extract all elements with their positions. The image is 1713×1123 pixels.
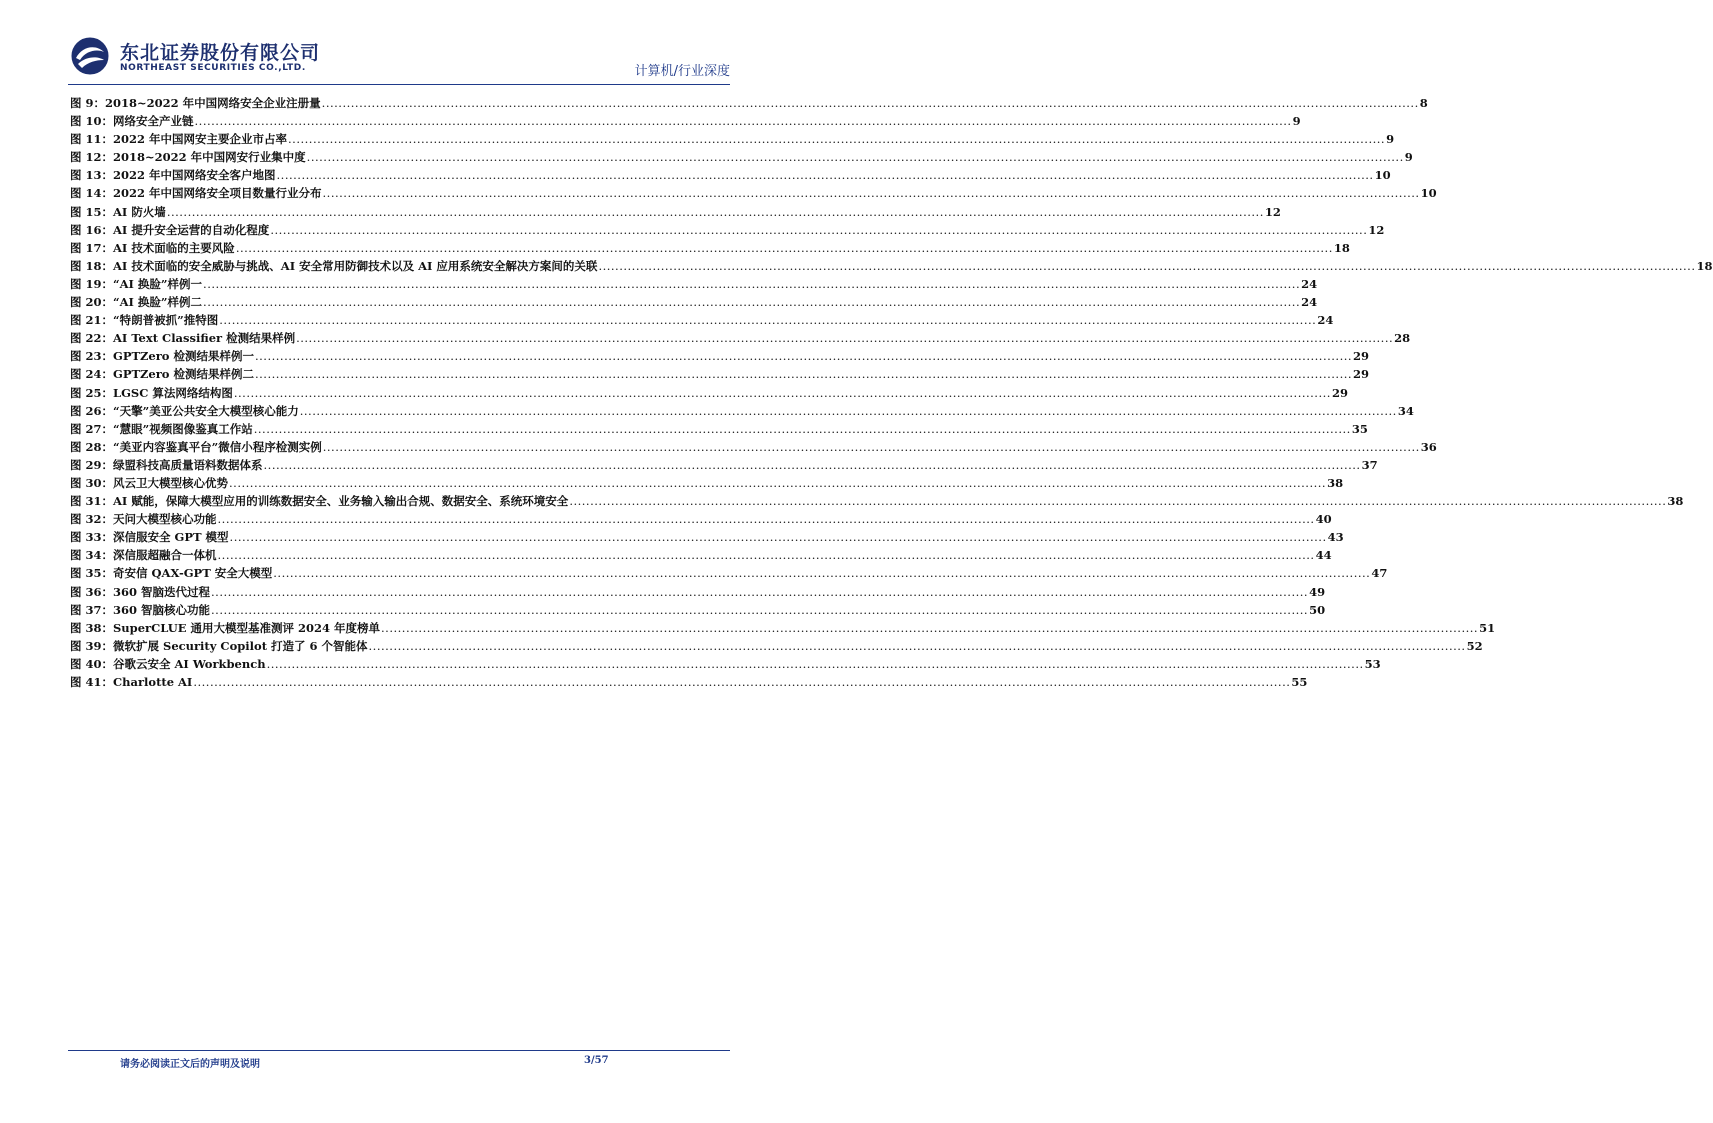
toc-entry[interactable] (70, 130, 1395, 148)
toc-entry-label: 图 32：天问大模型核心功能 (70, 512, 217, 527)
toc-entry[interactable] (70, 293, 1318, 311)
toc-entry[interactable] (70, 655, 1381, 673)
toc-entry-page: 9 (1386, 132, 1395, 147)
toc-entry[interactable] (70, 673, 1308, 691)
toc-entry[interactable] (70, 112, 1301, 130)
toc-entry-label: 图 10：网络安全产业链 (70, 114, 194, 129)
toc-entry-label: 图 38：SuperCLUE 通用大模型基准测评 2024 年度榜单 (70, 620, 381, 635)
toc-entry-label: 图 36：360 智脑迭代过程 (70, 584, 211, 599)
toc-entry-page: 24 (1301, 276, 1318, 291)
toc-entry-label: 图 31：AI 赋能，保障大模型应用的训练数据安全、业务输入输出合规、数据安全、系统环境安全 (70, 494, 569, 509)
toc-entry-label: 图 9：2018~2022 年中国网络安全企业注册量 (70, 96, 321, 110)
toc-entry[interactable] (70, 637, 1483, 655)
toc-entry-label: 图 34：深信服超融合一体机 (70, 548, 217, 563)
toc-leader-dots (203, 293, 1300, 311)
toc-entry-page: 29 (1353, 349, 1370, 364)
toc-entry-label: 图 14：2022 年中国网络安全项目数量行业分布 (70, 186, 322, 201)
toc-entry-label: 图 29：绿盟科技高质量语料数据体系 (70, 457, 263, 472)
page-header (70, 30, 730, 82)
toc-entry-page: 52 (1466, 638, 1483, 653)
toc-leader-dots (381, 619, 1478, 637)
toc-leader-dots (195, 112, 1292, 130)
toc-entry-label: 图 39：微软扩展 Security Copilot 打造了 6 个智能体 (70, 638, 368, 653)
toc-leader-dots (322, 94, 1419, 112)
toc-entry[interactable] (70, 474, 1344, 492)
toc-entry[interactable] (70, 583, 1326, 601)
toc-entry[interactable] (70, 203, 1281, 221)
toc-entry-label: 图 21：“特朗普被抓”推特图 (70, 313, 219, 328)
toc-entry-label: 图 37：360 智脑核心功能 (70, 602, 211, 617)
toc-entry[interactable] (70, 365, 1370, 383)
toc-entry-page: 29 (1331, 385, 1348, 400)
toc-entry-page: 38 (1327, 475, 1344, 490)
toc-entry[interactable] (70, 510, 1332, 528)
toc-entry-label: 图 13：2022 年中国网络安全客户地图 (70, 168, 276, 183)
toc-leader-dots (254, 420, 1351, 438)
toc-entry-page: 10 (1374, 168, 1391, 183)
company-name-en: NORTHEAST SECURITIES CO.,LTD. (120, 63, 306, 73)
toc-entry-page: 35 (1351, 421, 1368, 436)
toc-entry[interactable] (70, 275, 1318, 293)
toc-entry-label: 图 25：LGSC 算法网络结构图 (70, 385, 233, 400)
toc-leader-dots (193, 673, 1290, 691)
toc-entry-page: 47 (1371, 566, 1388, 581)
report-category: 计算机/行业深度 (634, 64, 730, 79)
toc-entry[interactable] (70, 456, 1378, 474)
toc-entry-page: 12 (1264, 204, 1281, 219)
toc-entry-label: 图 19：“AI 换脸”样例一 (70, 276, 203, 291)
page-number: 3/57 (584, 1055, 609, 1066)
toc-entry-page: 10 (1420, 186, 1437, 201)
toc-entry[interactable] (70, 564, 1388, 582)
toc-entry-label: 图 40：谷歌云安全 AI Workbench (70, 656, 266, 671)
footer-divider (68, 1050, 730, 1051)
toc-leader-dots (218, 546, 1315, 564)
toc-entry-page: 34 (1397, 403, 1414, 418)
toc-entry-page: 36 (1420, 439, 1437, 454)
toc-leader-dots (569, 492, 1666, 510)
toc-entry-page: 50 (1309, 602, 1326, 617)
toc-leader-dots (323, 438, 1420, 456)
toc-entry-label: 图 24：GPTZero 检测结果样例二 (70, 367, 254, 382)
toc-entry[interactable] (70, 528, 1344, 546)
toc-leader-dots (203, 275, 1300, 293)
toc-entry-page: 28 (1394, 331, 1411, 346)
toc-entry[interactable] (70, 402, 1414, 420)
toc-entry-label: 图 41：Charlotte AI (70, 675, 193, 689)
toc-leader-dots (296, 329, 1393, 347)
toc-entry-page: 8 (1419, 96, 1428, 110)
toc-leader-dots (255, 365, 1352, 383)
toc-leader-dots (598, 257, 1695, 275)
toc-leader-dots (369, 637, 1466, 655)
toc-entry-label: 图 11：2022 年中国网安主要企业市占率 (70, 132, 288, 147)
toc-entry-page: 40 (1315, 512, 1332, 527)
toc-leader-dots (211, 583, 1308, 601)
toc-leader-dots (264, 456, 1361, 474)
toc-entry-page: 53 (1364, 656, 1381, 671)
toc-entry-page: 24 (1301, 295, 1318, 310)
toc-entry-label: 图 35：奇安信 QAX-GPT 安全大模型 (70, 566, 273, 581)
toc-entry[interactable] (70, 94, 1428, 112)
toc-leader-dots (277, 166, 1374, 184)
toc-leader-dots (288, 130, 1385, 148)
toc-entry-label: 图 27：“慧眼”视频图像鉴真工作站 (70, 421, 253, 436)
toc-entry-page: 18 (1696, 258, 1713, 273)
toc-entry-label: 图 18：AI 技术面临的安全威胁与挑战、AI 安全常用防御技术以及 AI 应用系统安全解决方案间的关联 (70, 258, 598, 273)
toc-leader-dots (230, 528, 1327, 546)
toc-entry[interactable] (70, 492, 1684, 510)
toc-entry-label: 图 30：风云卫大模型核心优势 (70, 475, 229, 490)
toc-entry[interactable] (70, 184, 1437, 202)
toc-entry-page: 51 (1479, 620, 1496, 635)
toc-entry-page: 38 (1667, 494, 1684, 509)
toc-entry[interactable] (70, 257, 1713, 275)
toc-entry[interactable] (70, 239, 1350, 257)
toc-leader-dots (211, 601, 1308, 619)
toc-entry[interactable] (70, 546, 1332, 564)
toc-entry-label: 图 28：“美亚内容鉴真平台”微信小程序检测实例 (70, 439, 322, 454)
toc-entry-page: 29 (1353, 367, 1370, 382)
toc-entry-label: 图 23：GPTZero 检测结果样例一 (70, 349, 254, 364)
toc-entry[interactable] (70, 148, 1413, 166)
toc-entry[interactable] (70, 221, 1385, 239)
toc-leader-dots (300, 402, 1397, 420)
toc-leader-dots (167, 203, 1264, 221)
toc-entry-label: 图 12：2018~2022 年中国网安行业集中度 (70, 150, 306, 165)
toc-entry-page: 24 (1317, 313, 1334, 328)
toc-entry-label: 图 16：AI 提升安全运营的自动化程度 (70, 222, 270, 237)
northeast-securities-logo-icon (70, 36, 110, 76)
toc-entry-page: 44 (1315, 548, 1332, 563)
toc-leader-dots (270, 221, 1367, 239)
toc-entry[interactable] (70, 619, 1496, 637)
toc-leader-dots (323, 184, 1420, 202)
toc-entry-page: 37 (1361, 457, 1378, 472)
toc-leader-dots (273, 564, 1370, 582)
figure-list (70, 94, 1713, 691)
toc-leader-dots (219, 311, 1316, 329)
toc-entry-page: 9 (1404, 150, 1413, 165)
toc-entry-page: 9 (1292, 114, 1301, 129)
toc-entry[interactable] (70, 347, 1370, 365)
toc-entry[interactable] (70, 420, 1368, 438)
toc-entry-page: 55 (1291, 675, 1308, 689)
toc-leader-dots (229, 474, 1326, 492)
toc-entry[interactable] (70, 166, 1391, 184)
toc-entry-label: 图 15：AI 防火墙 (70, 204, 166, 219)
toc-entry-label: 图 17：AI 技术面临的主要风险 (70, 240, 235, 255)
toc-entry-label: 图 33：深信服安全 GPT 模型 (70, 530, 229, 545)
toc-entry-label: 图 20：“AI 换脸”样例二 (70, 295, 203, 310)
header-divider (68, 84, 730, 85)
toc-entry[interactable] (70, 384, 1348, 402)
toc-entry-label: 图 26：“天擎”美亚公共安全大模型核心能力 (70, 403, 299, 418)
toc-entry-page: 18 (1333, 240, 1350, 255)
toc-entry[interactable] (70, 311, 1334, 329)
footer-disclaimer: 请务必阅读正文后的声明及说明 (120, 1059, 260, 1070)
toc-leader-dots (236, 239, 1333, 257)
toc-entry[interactable] (70, 329, 1411, 347)
toc-leader-dots (255, 347, 1352, 365)
toc-entry-page: 49 (1309, 584, 1326, 599)
toc-leader-dots (307, 148, 1404, 166)
toc-leader-dots (267, 655, 1364, 673)
toc-entry-page: 12 (1368, 222, 1385, 237)
toc-entry-page: 43 (1327, 530, 1344, 545)
company-name-cn: 东北证券股份有限公司 (120, 42, 321, 64)
toc-leader-dots (234, 384, 1331, 402)
toc-entry[interactable] (70, 601, 1326, 619)
toc-entry[interactable] (70, 438, 1437, 456)
toc-entry-label: 图 22：AI Text Classifier 检测结果样例 (70, 331, 296, 346)
toc-leader-dots (218, 510, 1315, 528)
